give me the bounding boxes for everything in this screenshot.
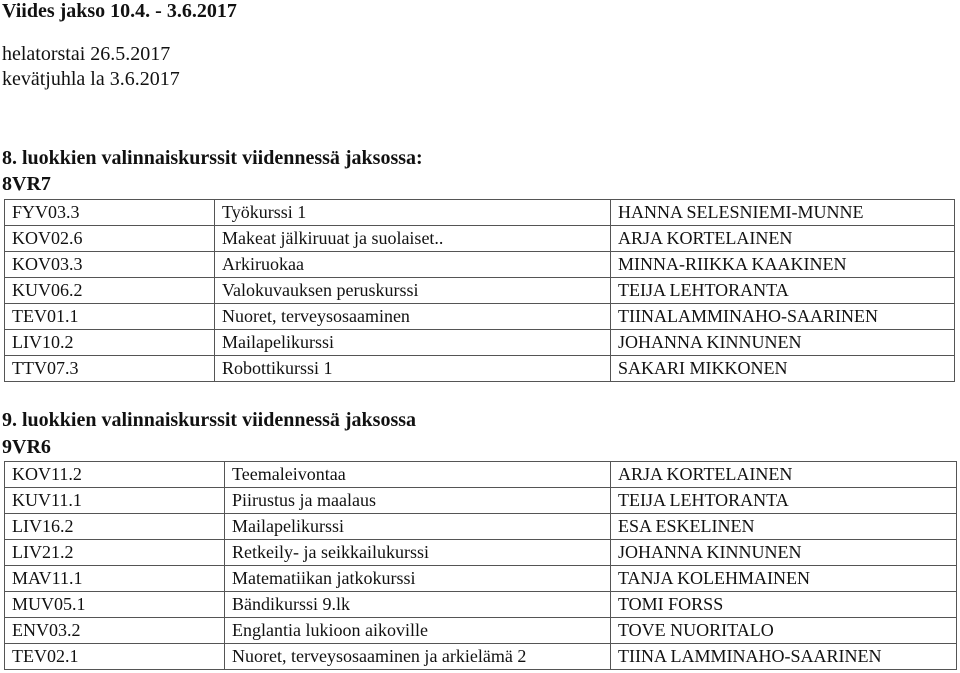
table-row [5, 252, 955, 278]
course-code: TEV01.1 [5, 304, 215, 330]
grade8-course-table [4, 199, 955, 382]
course-name: Piirustus ja maalaus [225, 488, 611, 514]
grade9-heading: 9. luokkien valinnaiskurssit viidennessä jaksossa [2, 409, 417, 431]
course-code: LIV16.2 [5, 514, 225, 540]
course-name: Mailapelikurssi [215, 330, 611, 356]
teacher-name: TOMI FORSS [611, 592, 957, 618]
table-row [5, 304, 955, 330]
table-row [5, 462, 957, 488]
course-name: Englantia lukioon aikoville [225, 618, 611, 644]
page-title: Viides jakso 10.4. - 3.6.2017 [2, 0, 237, 22]
course-code: KUV11.1 [5, 488, 225, 514]
grade9-group: 9VR6 [2, 436, 51, 458]
teacher-name: HANNA SELESNIEMI-MUNNE [611, 200, 955, 226]
course-code: KOV03.3 [5, 252, 215, 278]
table-row [5, 644, 957, 670]
table-row [5, 566, 957, 592]
table-row [5, 540, 957, 566]
course-code: KOV11.2 [5, 462, 225, 488]
course-name: Matematiikan jatkokurssi [225, 566, 611, 592]
grade9-course-table [4, 461, 957, 670]
teacher-name: ARJA KORTELAINEN [611, 226, 955, 252]
course-code: ENV03.2 [5, 618, 225, 644]
teacher-name: TOVE NUORITALO [611, 618, 957, 644]
course-name: Työkurssi 1 [215, 200, 611, 226]
course-code: FYV03.3 [5, 200, 215, 226]
teacher-name: TIINALAMMINAHO-SAARINEN [611, 304, 955, 330]
course-name: Makeat jälkiruuat ja suolaiset.. [215, 226, 611, 252]
course-code: KUV06.2 [5, 278, 215, 304]
table-row [5, 200, 955, 226]
grade8-heading: 8. luokkien valinnaiskurssit viidennessä jaksossa: [2, 147, 423, 169]
course-code: MUV05.1 [5, 592, 225, 618]
teacher-name: JOHANNA KINNUNEN [611, 540, 957, 566]
teacher-name: TIINA LAMMINAHO-SAARINEN [611, 644, 957, 670]
course-name: Robottikurssi 1 [215, 356, 611, 382]
course-name: Retkeily- ja seikkailukurssi [225, 540, 611, 566]
table-row [5, 278, 955, 304]
course-code: TEV02.1 [5, 644, 225, 670]
teacher-name: TANJA KOLEHMAINEN [611, 566, 957, 592]
grade8-group: 8VR7 [2, 173, 51, 195]
course-name: Valokuvauksen peruskurssi [215, 278, 611, 304]
course-code: KOV02.6 [5, 226, 215, 252]
table-row [5, 330, 955, 356]
teacher-name: MINNA-RIIKKA KAAKINEN [611, 252, 955, 278]
spring-festival-date: kevätjuhla la 3.6.2017 [2, 68, 180, 90]
teacher-name: TEIJA LEHTORANTA [611, 278, 955, 304]
table-row [5, 488, 957, 514]
table-row [5, 356, 955, 382]
course-code: MAV11.1 [5, 566, 225, 592]
course-code: TTV07.3 [5, 356, 215, 382]
course-name: Nuoret, terveysosaaminen [215, 304, 611, 330]
teacher-name: ARJA KORTELAINEN [611, 462, 957, 488]
course-code: LIV21.2 [5, 540, 225, 566]
course-name: Nuoret, terveysosaaminen ja arkielämä 2 [225, 644, 611, 670]
teacher-name: TEIJA LEHTORANTA [611, 488, 957, 514]
course-code: LIV10.2 [5, 330, 215, 356]
table-row [5, 514, 957, 540]
course-name: Bändikurssi 9.lk [225, 592, 611, 618]
course-name: Mailapelikurssi [225, 514, 611, 540]
table-row [5, 618, 957, 644]
course-name: Teemaleivontaa [225, 462, 611, 488]
teacher-name: ESA ESKELINEN [611, 514, 957, 540]
table-row [5, 592, 957, 618]
teacher-name: SAKARI MIKKONEN [611, 356, 955, 382]
teacher-name: JOHANNA KINNUNEN [611, 330, 955, 356]
table-row [5, 226, 955, 252]
holiday-date: helatorstai 26.5.2017 [2, 43, 171, 65]
course-name: Arkiruokaa [215, 252, 611, 278]
